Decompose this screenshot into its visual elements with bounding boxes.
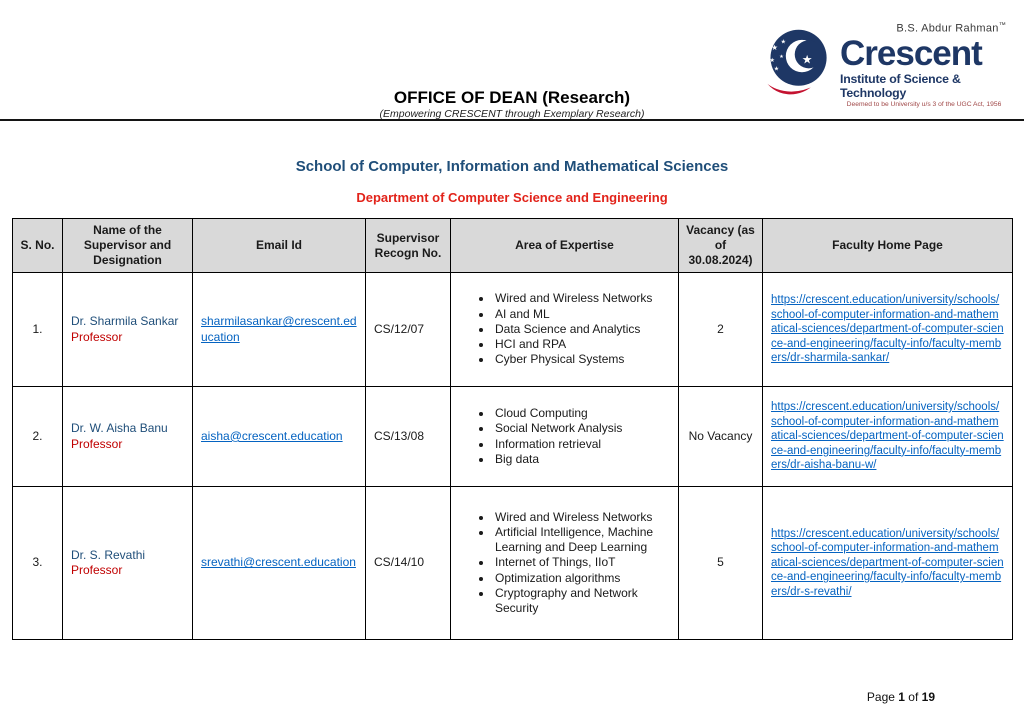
logo-brand: Crescent <box>840 33 982 73</box>
expertise-list <box>459 406 670 467</box>
homepage-link[interactable]: https://crescent.education/university/schools/school-of-computer-information-and-mathematical-sciences/department-of-computer-science-and-engineering/faculty-info/faculty-members/dr-aisha-banu-w/ <box>771 401 1004 472</box>
school-heading: School of Computer, Information and Mathematical Sciences <box>295 158 729 175</box>
expertise-list <box>459 510 670 617</box>
supervisor-name-cell <box>63 273 193 387</box>
table-row <box>13 387 1013 487</box>
crescent-emblem-icon <box>756 28 836 96</box>
recogn-number: CS/14/10 <box>366 487 451 640</box>
total-pages: 19 <box>921 690 935 704</box>
email-link[interactable]: sharmilasankar@crescent.education <box>201 314 357 344</box>
supervisor-designation: Professor <box>71 563 123 577</box>
supervisor-name: Dr. W. Aisha Banu <box>71 421 168 436</box>
svg-text:★: ★ <box>771 43 779 53</box>
svg-text:★: ★ <box>780 39 786 46</box>
expertise-item: • Cryptography and Network Security <box>493 586 670 616</box>
table-row <box>13 487 1013 640</box>
expertise-item: • Internet of Things, IIoT <box>493 555 670 570</box>
serial-number: 2. <box>13 387 63 487</box>
vacancy-count: No Vacancy <box>679 387 763 487</box>
svg-text:★: ★ <box>801 52 813 67</box>
expertise-item: • AI and ML <box>493 307 670 322</box>
expertise-item: • Data Science and Analytics <box>493 322 670 337</box>
email-cell <box>193 387 366 487</box>
supervisor-name: Dr. S. Revathi <box>71 547 146 562</box>
table-header-row <box>13 219 1013 273</box>
email-link[interactable]: srevathi@crescent.education <box>201 555 356 570</box>
expertise-item: • Big data <box>493 452 670 467</box>
homepage-link[interactable]: https://crescent.education/university/schools/school-of-computer-information-and-mathematical-sciences/department-of-computer-science-and-engineering/faculty-info/faculty-members/dr-s-revathi/ <box>771 527 1004 598</box>
trademark-symbol: ™ <box>998 22 1006 29</box>
department-heading: Department of Computer Science and Engineering <box>356 190 668 205</box>
expertise-cell <box>451 487 679 640</box>
supervisors-table <box>12 218 1013 640</box>
svg-text:★: ★ <box>769 58 775 64</box>
expertise-item: • Cyber Physical Systems <box>493 352 670 367</box>
serial-number: 1. <box>13 273 63 387</box>
supervisor-name-cell <box>63 487 193 640</box>
homepage-cell <box>763 387 1013 487</box>
col-header-sno: S. No. <box>13 219 63 273</box>
svg-text:★: ★ <box>773 66 780 73</box>
supervisor-name-cell <box>63 387 193 487</box>
page-number <box>867 690 935 704</box>
expertise-list <box>459 291 670 367</box>
email-cell <box>193 487 366 640</box>
homepage-cell <box>763 273 1013 387</box>
vacancy-count: 2 <box>679 273 763 387</box>
col-header-name: Name of the Supervisor and Designation <box>63 219 193 273</box>
expertise-item: • Artificial Intelligence, Machine Learning and Deep Learning <box>493 525 670 555</box>
homepage-cell <box>763 487 1013 640</box>
col-header-email: Email Id <box>193 219 366 273</box>
expertise-cell <box>451 273 679 387</box>
col-header-recogn: Supervisor Recogn No. <box>366 219 451 273</box>
vacancy-count: 5 <box>679 487 763 640</box>
col-header-vacancy: Vacancy (as of 30.08.2024) <box>679 219 763 273</box>
recogn-number: CS/12/07 <box>366 273 451 387</box>
page-number-middle: of <box>904 690 922 704</box>
email-link[interactable]: aisha@crescent.education <box>201 428 343 443</box>
expertise-item: • Optimization algorithms <box>493 571 670 586</box>
logo-tagline: Deemed to be University u/s 3 of the UGC Act, 1956 <box>846 100 1002 108</box>
expertise-item: • Social Network Analysis <box>493 421 670 436</box>
supervisor-name: Dr. Sharmila Sankar <box>71 314 179 329</box>
logo-subtitle: Institute of Science & Technology <box>840 71 961 100</box>
svg-text:★: ★ <box>779 53 784 60</box>
page-title: OFFICE OF DEAN (Research) <box>393 88 631 107</box>
page-subtitle: (Empowering CRESCENT through Exemplary Research) <box>379 108 645 120</box>
expertise-item: • Cloud Computing <box>493 406 670 421</box>
logo-owner-name: B.S. Abdur Rahman™ <box>896 22 1006 35</box>
col-header-homepage: Faculty Home Page <box>763 219 1013 273</box>
expertise-item: • HCI and RPA <box>493 337 670 352</box>
current-page: 1 <box>898 690 905 704</box>
expertise-item: • Information retrieval <box>493 437 670 452</box>
expertise-item: • Wired and Wireless Networks <box>493 510 670 525</box>
table-row <box>13 273 1013 387</box>
page-number-prefix: Page <box>866 690 899 704</box>
expertise-item: • Wired and Wireless Networks <box>493 291 670 306</box>
col-header-expertise: Area of Expertise <box>451 219 679 273</box>
supervisor-designation: Professor <box>71 436 123 451</box>
homepage-link[interactable]: https://crescent.education/university/schools/school-of-computer-information-and-mathematical-sciences/department-of-computer-science-and-engineering/faculty-info/faculty-members/dr-sharmila-sankar/ <box>771 294 1004 365</box>
email-cell <box>193 273 366 387</box>
supervisor-designation: Professor <box>71 329 123 344</box>
serial-number: 3. <box>13 487 63 640</box>
header-divider <box>0 119 1024 121</box>
recogn-number: CS/13/08 <box>366 387 451 487</box>
expertise-cell <box>451 387 679 487</box>
